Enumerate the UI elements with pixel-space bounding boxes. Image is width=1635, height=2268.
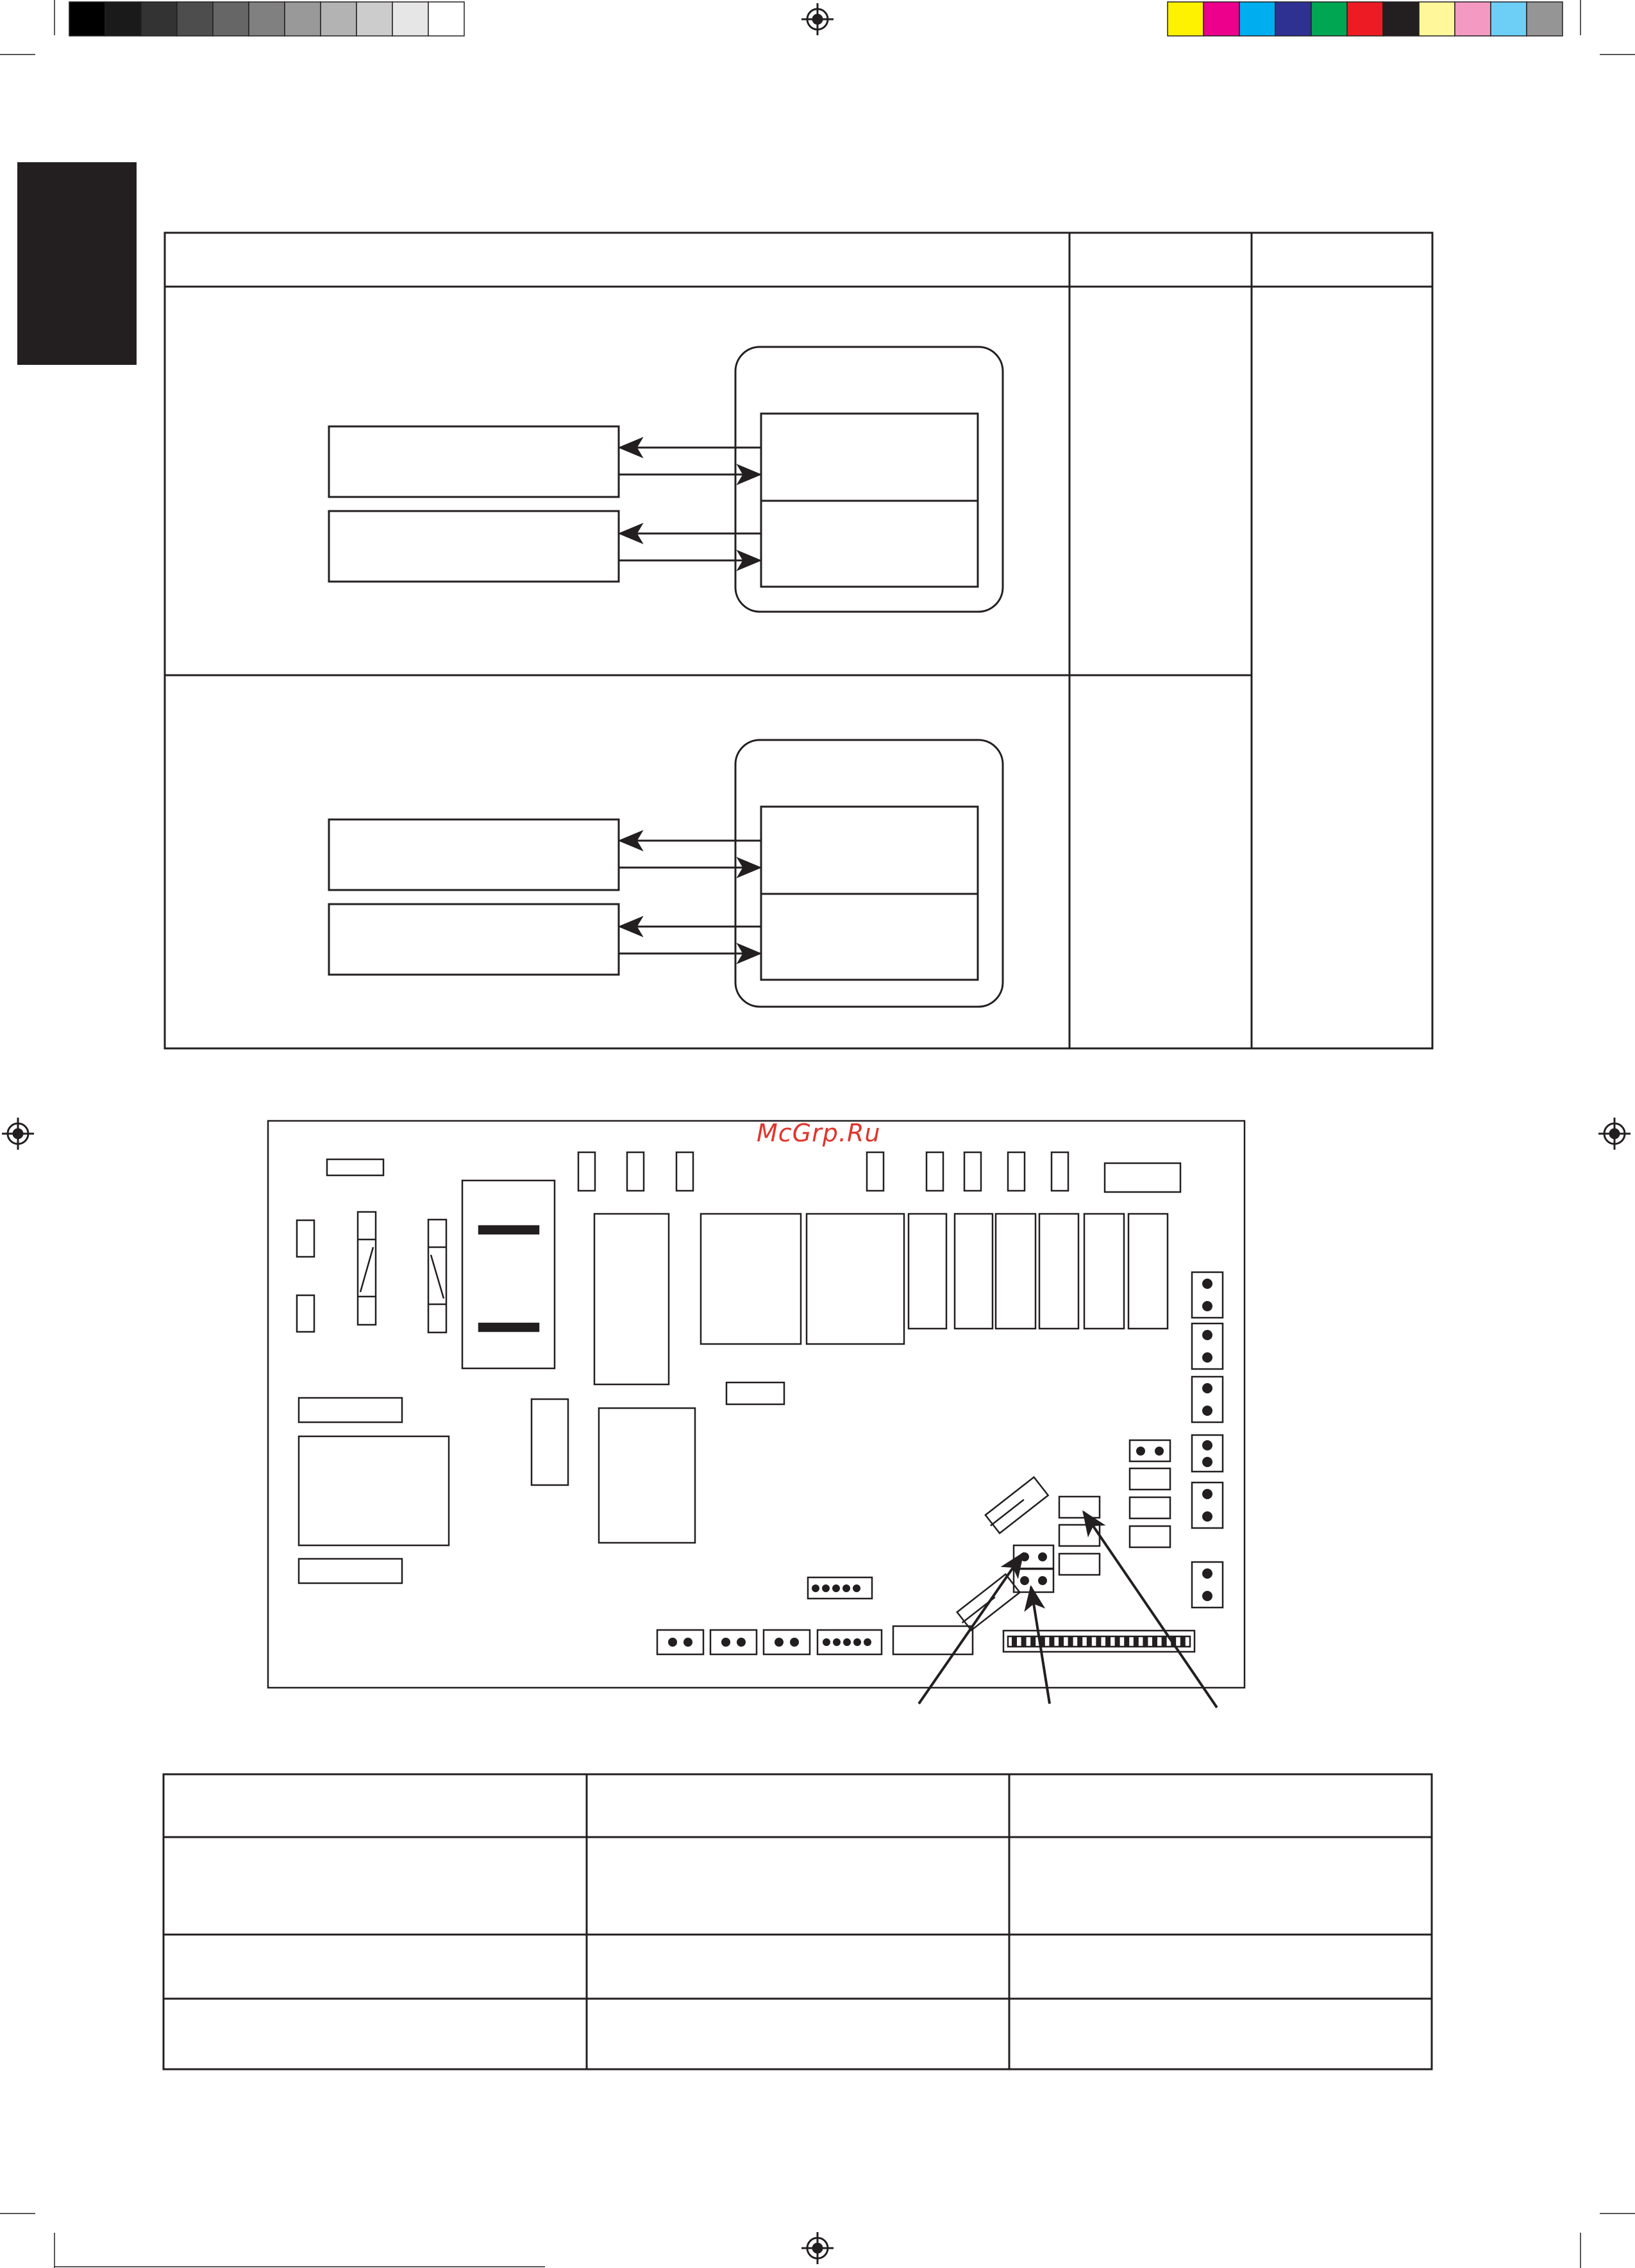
header-pin bbox=[1180, 1637, 1186, 1646]
header-pin bbox=[1087, 1637, 1092, 1646]
device-box-1 bbox=[329, 426, 619, 497]
calibration-swatch bbox=[1347, 2, 1383, 36]
header-pin bbox=[1134, 1637, 1139, 1646]
calibration-swatch bbox=[1168, 2, 1203, 36]
header-pin bbox=[1030, 1637, 1036, 1646]
registration-mark-bottom bbox=[801, 2232, 834, 2264]
unit-block-bottom bbox=[761, 501, 978, 587]
calibration-swatch bbox=[356, 2, 392, 36]
unit-block-top bbox=[761, 807, 978, 894]
calibration-swatch bbox=[1203, 2, 1239, 36]
signal-diagram-1 bbox=[329, 347, 1003, 612]
calibration-swatch bbox=[1491, 2, 1527, 36]
watermark-text: McGrp.Ru bbox=[757, 1119, 881, 1147]
device-box-2 bbox=[329, 904, 619, 975]
signal-diagram-2 bbox=[329, 740, 1003, 1007]
calibration-swatch bbox=[1383, 2, 1419, 36]
calibration-swatch bbox=[213, 2, 249, 36]
device-box-1 bbox=[329, 819, 619, 890]
unit-block-bottom bbox=[761, 894, 978, 980]
calibration-swatch bbox=[177, 2, 213, 36]
color-calibration-bar bbox=[1168, 2, 1563, 36]
header-pin bbox=[1143, 1637, 1148, 1646]
upper-table bbox=[165, 233, 1432, 1048]
calibration-swatch bbox=[1275, 2, 1311, 36]
calibration-swatch bbox=[285, 2, 321, 36]
header-pin bbox=[1049, 1637, 1054, 1646]
calibration-swatch bbox=[1455, 2, 1491, 36]
calibration-swatch bbox=[105, 2, 141, 36]
calibration-swatch bbox=[141, 2, 177, 36]
device-box-2 bbox=[329, 511, 619, 582]
pcb-board bbox=[268, 1121, 1245, 1688]
header-pin bbox=[1162, 1637, 1167, 1646]
calibration-swatch bbox=[1239, 2, 1275, 36]
header-pin bbox=[1059, 1637, 1064, 1646]
header-pin bbox=[1021, 1637, 1027, 1646]
registration-mark-left bbox=[2, 1118, 34, 1150]
calibration-swatch bbox=[1311, 2, 1347, 36]
calibration-swatch bbox=[392, 2, 428, 36]
header-pin bbox=[1096, 1637, 1101, 1646]
header-pin bbox=[1068, 1637, 1073, 1646]
calibration-swatch bbox=[321, 2, 356, 36]
section-tab bbox=[17, 162, 137, 365]
calibration-swatch bbox=[428, 2, 464, 36]
gray-calibration-bar bbox=[69, 2, 464, 36]
calibration-swatch bbox=[249, 2, 285, 36]
header-pin bbox=[1115, 1637, 1120, 1646]
calibration-swatch bbox=[69, 2, 105, 36]
header-pin bbox=[1152, 1637, 1157, 1646]
unit-block-top bbox=[761, 414, 978, 501]
calibration-swatch bbox=[1419, 2, 1455, 36]
calibration-swatch bbox=[1527, 2, 1563, 36]
lower-table bbox=[164, 1774, 1432, 2069]
registration-mark-top bbox=[801, 3, 834, 35]
registration-mark-right bbox=[1598, 1118, 1631, 1150]
header-pin bbox=[1124, 1637, 1129, 1646]
header-pin bbox=[1105, 1637, 1111, 1646]
header-pin bbox=[1077, 1637, 1082, 1646]
header-pin bbox=[1012, 1637, 1017, 1646]
pcb-pins bbox=[668, 1279, 1212, 1647]
callout-arrows bbox=[919, 1512, 1217, 1708]
header-pins bbox=[1012, 1637, 1186, 1646]
